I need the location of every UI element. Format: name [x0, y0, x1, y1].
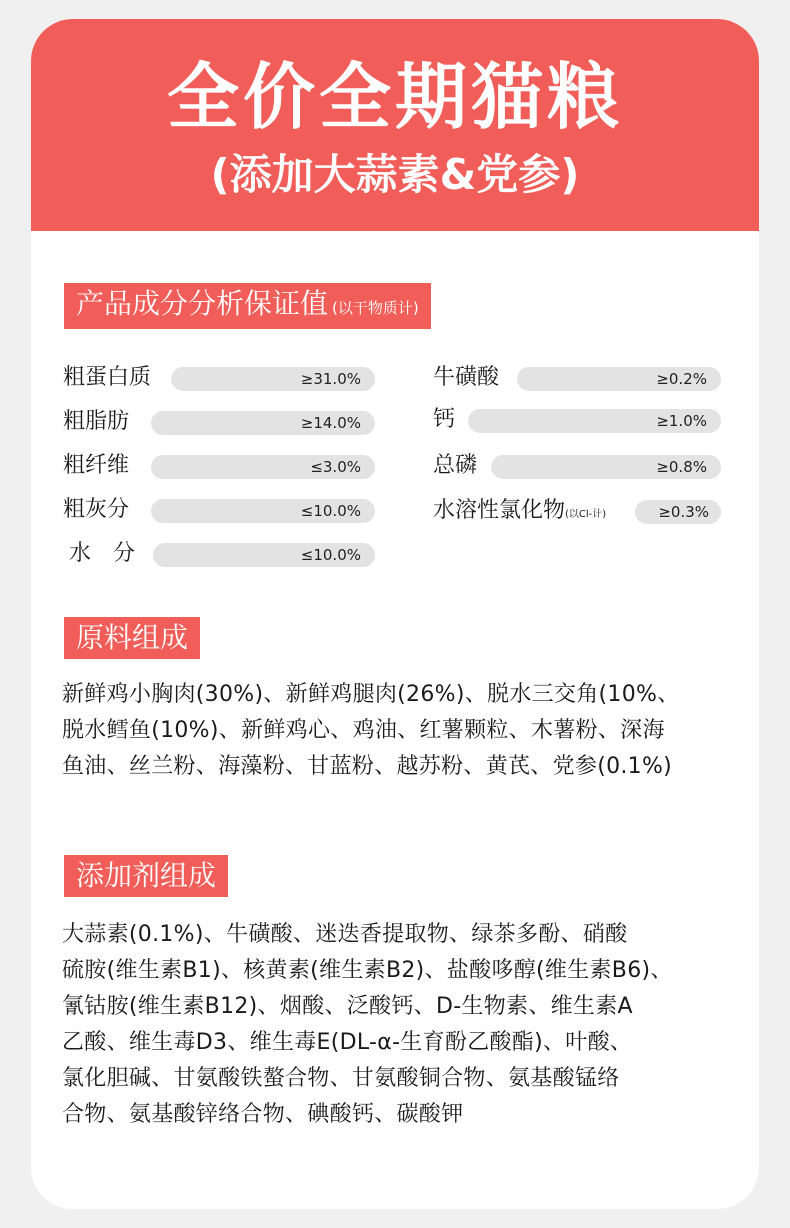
nutrient-label: 粗纤维: [63, 453, 130, 478]
ingredients-heading: 原料组成: [64, 617, 200, 659]
text-line: 氰钴胺(维生素B12)、烟酸、泛酸钙、D-生物素、维生素A: [62, 994, 633, 1019]
text-line: 新鲜鸡小胸肉(30%)、新鲜鸡腿肉(26%)、脱水三交角(10%、: [62, 682, 680, 707]
nutrient-row: [433, 409, 721, 433]
ingredients-text: [62, 677, 759, 785]
text-line: 硫胺(维生素B1)、核黄素(维生素B2)、盐酸哆醇(维生素B6)、: [62, 958, 673, 983]
text-line: 合物、氨基酸锌络合物、碘酸钙、碳酸钾: [62, 1102, 464, 1127]
nutrient-label: 粗灰分: [63, 497, 130, 522]
page-title: 全价全期猫粮: [166, 55, 623, 139]
additives-text: [62, 917, 759, 1133]
nutrient-label: 水 分: [69, 541, 136, 566]
header-banner: [31, 19, 759, 231]
nutrient-label-text: 水溶性氯化物: [433, 498, 566, 523]
analysis-heading: [64, 283, 431, 329]
nutrient-row: [433, 367, 721, 391]
nutrient-value-pill: ≥14.0%: [151, 411, 375, 435]
nutrient-label: 牛磺酸: [433, 365, 500, 390]
nutrient-value-pill: ≥1.0%: [468, 409, 721, 433]
nutrient-label: 粗脂肪: [63, 409, 130, 434]
nutrient-value-pill: ≤3.0%: [151, 455, 375, 479]
nutrient-row: [63, 499, 375, 523]
text-line: 脱水鳕鱼(10%)、新鲜鸡心、鸡油、红薯颗粒、木薯粉、深海: [62, 718, 665, 743]
nutrient-label: 钙: [433, 407, 456, 432]
nutrient-label-note: (以Cl-计): [565, 509, 607, 520]
text-line: 氯化胆碱、甘氨酸铁螯合物、甘氨酸铜合物、氨基酸锰络: [62, 1066, 620, 1091]
nutrient-value-pill: ≤10.0%: [153, 543, 375, 567]
page-subtitle: (添加大蒜素&党参): [210, 150, 580, 199]
nutrient-value-pill: ≥31.0%: [171, 367, 375, 391]
text-line: 乙酸、维生毒D3、维生毒E(DL-α-生育酚乙酸酯)、叶酸、: [62, 1030, 633, 1055]
nutrient-row: [63, 411, 375, 435]
analysis-heading-text: 产品成分分析保证值: [76, 287, 329, 320]
nutrient-label: 粗蛋白质: [63, 365, 152, 390]
text-line: 大蒜素(0.1%)、牛磺酸、迷迭香提取物、绿茶多酚、硝酸: [62, 922, 628, 947]
nutrient-row: [63, 455, 375, 479]
nutrient-row: [63, 543, 375, 567]
additives-heading: 添加剂组成: [64, 855, 228, 897]
product-card: [31, 19, 759, 1209]
nutrient-value-pill: ≥0.8%: [491, 455, 721, 479]
nutrient-row: [63, 367, 375, 391]
nutrient-row: [433, 455, 721, 479]
nutrient-label: [433, 496, 606, 530]
analysis-note: (以干物质计): [332, 299, 419, 317]
nutrient-row: [433, 500, 721, 524]
nutrient-value-pill: ≥0.2%: [517, 367, 721, 391]
nutrient-label: 总磷: [433, 453, 478, 478]
text-line: 鱼油、丝兰粉、海藻粉、甘蓝粉、越苏粉、黄芪、党参(0.1%): [62, 754, 673, 779]
nutrient-value-pill: ≤10.0%: [151, 499, 375, 523]
nutrient-value-pill: ≥0.3%: [635, 500, 721, 524]
